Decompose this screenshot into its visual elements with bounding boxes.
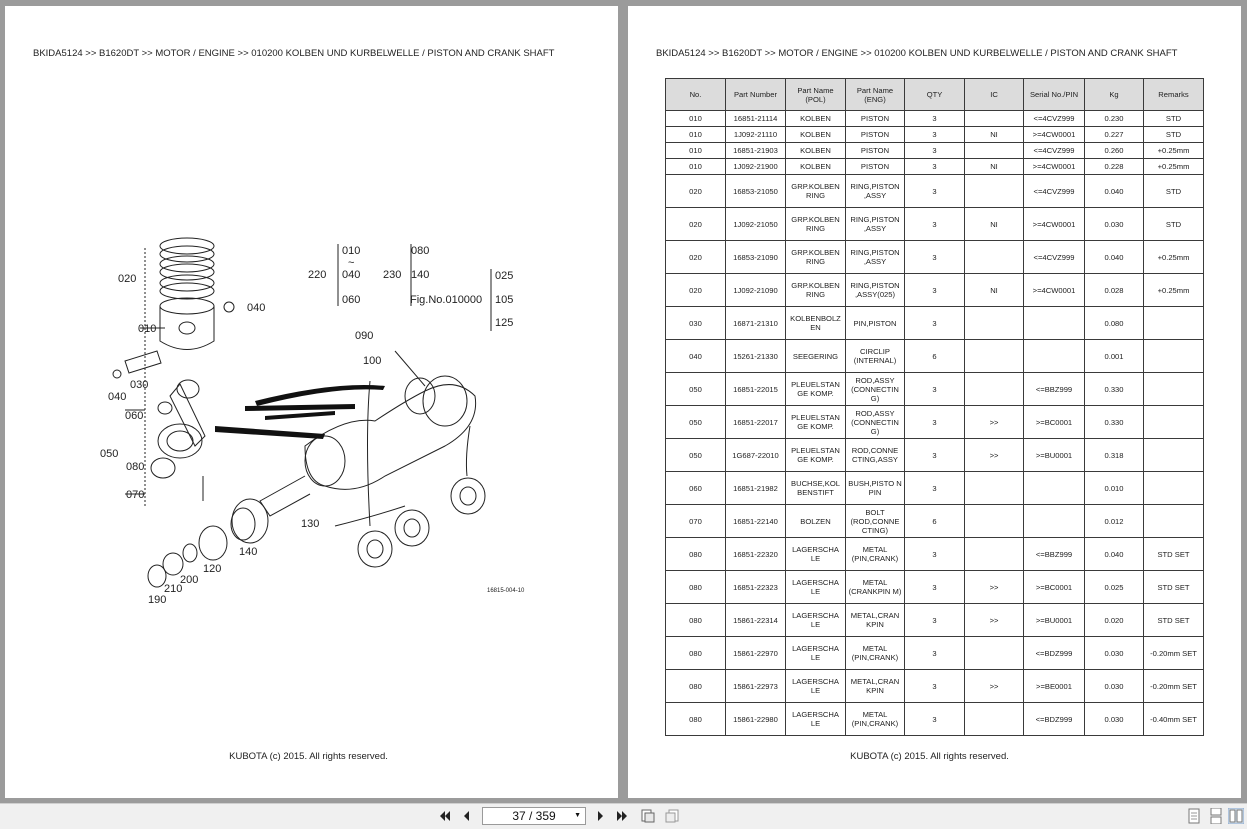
- page-number-select[interactable]: [482, 807, 586, 825]
- cell-remarks: +0.25mm: [1144, 159, 1204, 175]
- svg-text:Fig.No.010000: Fig.No.010000: [410, 294, 483, 306]
- parts-table: [665, 78, 1204, 736]
- cell-ic: [965, 307, 1024, 340]
- cell-kg: 0.012: [1085, 505, 1144, 538]
- cell-qty: 3: [905, 241, 965, 274]
- cell-pol: GRP.KOLBEN RING: [786, 208, 846, 241]
- cell-no: 020: [666, 274, 726, 307]
- cell-no: 050: [666, 373, 726, 406]
- cell-eng: RING,PISTON ,ASSY: [846, 175, 905, 208]
- svg-text:040: 040: [108, 391, 127, 403]
- table-row: [666, 538, 1204, 571]
- cell-pol: BUCHSE,KOL BENSTIFT: [786, 472, 846, 505]
- cell-kg: 0.030: [1085, 208, 1144, 241]
- cell-ic: [965, 472, 1024, 505]
- cell-pol: BOLZEN: [786, 505, 846, 538]
- cell-pol: LAGERSCHA LE: [786, 538, 846, 571]
- table-row: [666, 406, 1204, 439]
- column-header: Part Name (ENG): [846, 79, 905, 111]
- cell-serial: [1024, 505, 1085, 538]
- table-row: [666, 604, 1204, 637]
- cell-part: 15861-22314: [726, 604, 786, 637]
- cell-part: 16851-21903: [726, 143, 786, 159]
- cell-no: 020: [666, 175, 726, 208]
- cell-pol: LAGERSCHA LE: [786, 703, 846, 736]
- cell-pol: LAGERSCHA LE: [786, 571, 846, 604]
- cell-remarks: [1144, 439, 1204, 472]
- svg-text:030: 030: [130, 379, 149, 391]
- cell-remarks: -0.20mm SET: [1144, 670, 1204, 703]
- cell-no: 010: [666, 159, 726, 175]
- cell-qty: 3: [905, 604, 965, 637]
- cell-ic: [965, 703, 1024, 736]
- forward-view-icon[interactable]: [664, 808, 680, 824]
- cell-ic: [965, 175, 1024, 208]
- cell-eng: METAL (PIN,CRANK): [846, 637, 905, 670]
- table-row: [666, 274, 1204, 307]
- cell-ic: NI: [965, 127, 1024, 143]
- cell-serial: <=4CVZ999: [1024, 111, 1085, 127]
- cell-eng: ROD,ASSY (CONNECTIN G): [846, 406, 905, 439]
- cell-eng: METAL (PIN,CRANK): [846, 538, 905, 571]
- cell-no: 050: [666, 439, 726, 472]
- cell-qty: 3: [905, 373, 965, 406]
- cell-serial: <=4CVZ999: [1024, 175, 1085, 208]
- table-row: [666, 505, 1204, 538]
- cell-remarks: STD: [1144, 208, 1204, 241]
- cell-pol: LAGERSCHA LE: [786, 637, 846, 670]
- cell-remarks: [1144, 406, 1204, 439]
- cell-serial: <=BBZ999: [1024, 373, 1085, 406]
- cell-ic: NI: [965, 208, 1024, 241]
- cell-qty: 3: [905, 538, 965, 571]
- cell-qty: 3: [905, 703, 965, 736]
- cell-serial: >=4CW0001: [1024, 208, 1085, 241]
- cell-eng: METAL,CRAN KPIN: [846, 670, 905, 703]
- svg-text:090: 090: [355, 330, 374, 342]
- last-page-icon[interactable]: [614, 808, 630, 824]
- cell-qty: 3: [905, 439, 965, 472]
- cell-qty: 3: [905, 274, 965, 307]
- cell-serial: >=4CW0001: [1024, 274, 1085, 307]
- cell-ic: [965, 373, 1024, 406]
- cell-kg: 0.030: [1085, 670, 1144, 703]
- cell-pol: LAGERSCHA LE: [786, 604, 846, 637]
- cell-qty: 3: [905, 307, 965, 340]
- cell-part: 1J092-21900: [726, 159, 786, 175]
- cell-eng: RING,PISTON ,ASSY(025): [846, 274, 905, 307]
- cell-part: 16851-22140: [726, 505, 786, 538]
- cell-serial: >=4CW0001: [1024, 159, 1085, 175]
- page-footer: KUBOTA (c) 2015. All rights reserved.: [850, 751, 1009, 762]
- cell-ic: >>: [965, 571, 1024, 604]
- cell-kg: 0.227: [1085, 127, 1144, 143]
- cell-ic: NI: [965, 274, 1024, 307]
- cell-serial: [1024, 307, 1085, 340]
- cell-serial: >=BE0001: [1024, 670, 1085, 703]
- cell-pol: GRP.KOLBEN RING: [786, 241, 846, 274]
- left-page: [5, 6, 618, 798]
- cell-no: 080: [666, 637, 726, 670]
- cell-pol: GRP.KOLBEN RING: [786, 175, 846, 208]
- table-row: [666, 340, 1204, 373]
- cell-eng: PISTON: [846, 111, 905, 127]
- cell-ic: >>: [965, 670, 1024, 703]
- cell-serial: [1024, 340, 1085, 373]
- cell-remarks: STD SET: [1144, 538, 1204, 571]
- table-row: [666, 241, 1204, 274]
- callout-label: 010: [342, 245, 361, 257]
- cell-qty: 3: [905, 670, 965, 703]
- cell-remarks: STD SET: [1144, 604, 1204, 637]
- cell-serial: <=4CVZ999: [1024, 241, 1085, 274]
- cell-pol: PLEUELSTAN GE KOMP.: [786, 439, 846, 472]
- cell-no: 080: [666, 538, 726, 571]
- svg-text:020: 020: [118, 273, 137, 285]
- cell-ic: >>: [965, 439, 1024, 472]
- table-row: [666, 159, 1204, 175]
- cell-kg: 0.028: [1085, 274, 1144, 307]
- cell-kg: 0.260: [1085, 143, 1144, 159]
- table-row: [666, 472, 1204, 505]
- cell-serial: <=BDZ999: [1024, 703, 1085, 736]
- cell-ic: [965, 111, 1024, 127]
- cell-eng: RING,PISTON ,ASSY: [846, 241, 905, 274]
- cell-ic: >>: [965, 406, 1024, 439]
- back-view-icon[interactable]: [640, 808, 656, 824]
- cell-qty: 3: [905, 159, 965, 175]
- bearing-shell: [395, 510, 429, 546]
- cell-ic: [965, 538, 1024, 571]
- cell-pol: LAGERSCHA LE: [786, 670, 846, 703]
- cell-no: 010: [666, 143, 726, 159]
- svg-text:125: 125: [495, 317, 514, 329]
- cell-remarks: +0.25mm: [1144, 274, 1204, 307]
- cell-remarks: [1144, 307, 1204, 340]
- cell-no: 030: [666, 307, 726, 340]
- cell-pol: KOLBEN: [786, 143, 846, 159]
- cell-kg: 0.080: [1085, 307, 1144, 340]
- svg-text:210: 210: [164, 583, 183, 595]
- cell-ic: >>: [965, 604, 1024, 637]
- cell-remarks: -0.40mm SET: [1144, 703, 1204, 736]
- cell-kg: 0.330: [1085, 373, 1144, 406]
- cell-qty: 3: [905, 127, 965, 143]
- svg-text:~: ~: [348, 257, 355, 269]
- column-header: QTY: [905, 79, 965, 111]
- cell-remarks: [1144, 373, 1204, 406]
- svg-text:080: 080: [126, 461, 145, 473]
- cell-pol: PLEUELSTAN GE KOMP.: [786, 373, 846, 406]
- column-header: Kg: [1085, 79, 1144, 111]
- cell-no: 070: [666, 505, 726, 538]
- column-header: No.: [666, 79, 726, 111]
- cell-pol: GRP.KOLBEN RING: [786, 274, 846, 307]
- svg-text:100: 100: [363, 355, 382, 367]
- cell-no: 080: [666, 571, 726, 604]
- dropdown-caret-icon: ▼: [574, 812, 581, 819]
- first-page-icon[interactable]: [437, 808, 453, 824]
- table-row: [666, 127, 1204, 143]
- cell-qty: 3: [905, 143, 965, 159]
- table-row: [666, 373, 1204, 406]
- cell-ic: [965, 637, 1024, 670]
- cell-serial: >=BC0001: [1024, 571, 1085, 604]
- cell-eng: METAL (PIN,CRANK): [846, 703, 905, 736]
- cell-kg: 0.230: [1085, 111, 1144, 127]
- viewer-toolbar: [0, 803, 1247, 829]
- cell-eng: PIN,PISTON: [846, 307, 905, 340]
- cell-pol: SEEGERING: [786, 340, 846, 373]
- cell-part: 16851-22323: [726, 571, 786, 604]
- cell-remarks: STD: [1144, 127, 1204, 143]
- next-page-icon[interactable]: [592, 808, 608, 824]
- cell-remarks: STD SET: [1144, 571, 1204, 604]
- bearing-shell: [358, 531, 392, 567]
- table-row: [666, 670, 1204, 703]
- cell-kg: 0.001: [1085, 340, 1144, 373]
- cell-serial: <=BBZ999: [1024, 538, 1085, 571]
- page-header: BKIDA5124 >> B1620DT >> MOTOR / ENGINE >> 010200 KOLBEN UND KURBELWELLE / PISTON AND CRANK SHAFT: [656, 48, 1178, 59]
- cell-serial: >=BU0001: [1024, 439, 1085, 472]
- svg-text:080: 080: [411, 245, 430, 257]
- cell-serial: <=BDZ999: [1024, 637, 1085, 670]
- cell-remarks: STD: [1144, 111, 1204, 127]
- column-header: IC: [965, 79, 1024, 111]
- cell-pol: PLEUELSTAN GE KOMP.: [786, 406, 846, 439]
- cell-qty: 6: [905, 340, 965, 373]
- connecting-rod: [170, 384, 205, 446]
- svg-text:220: 220: [308, 269, 327, 281]
- cell-remarks: [1144, 505, 1204, 538]
- cell-part: 16853-21090: [726, 241, 786, 274]
- table-header-row: [666, 79, 1204, 111]
- table-row: [666, 703, 1204, 736]
- table-row: [666, 637, 1204, 670]
- cell-pol: KOLBEN: [786, 159, 846, 175]
- svg-text:200: 200: [180, 574, 199, 586]
- cell-ic: NI: [965, 159, 1024, 175]
- cell-serial: >=BC0001: [1024, 406, 1085, 439]
- right-page: [628, 6, 1241, 798]
- cell-qty: 3: [905, 472, 965, 505]
- cell-eng: BUSH,PISTO N PIN: [846, 472, 905, 505]
- cell-serial: >=4CW0001: [1024, 127, 1085, 143]
- table-row: [666, 307, 1204, 340]
- cell-no: 050: [666, 406, 726, 439]
- cell-ic: [965, 241, 1024, 274]
- cell-remarks: +0.25mm: [1144, 241, 1204, 274]
- svg-text:230: 230: [383, 269, 402, 281]
- cell-serial: >=BU0001: [1024, 604, 1085, 637]
- cell-eng: METAL,CRAN KPIN: [846, 604, 905, 637]
- cell-kg: 0.040: [1085, 241, 1144, 274]
- table-row: [666, 143, 1204, 159]
- cell-no: 010: [666, 127, 726, 143]
- svg-text:040: 040: [342, 269, 361, 281]
- prev-page-icon[interactable]: [459, 808, 475, 824]
- cell-qty: 3: [905, 406, 965, 439]
- cell-qty: 3: [905, 637, 965, 670]
- cell-remarks: +0.25mm: [1144, 143, 1204, 159]
- cell-no: 010: [666, 111, 726, 127]
- cell-part: 16851-22320: [726, 538, 786, 571]
- cell-part: 15261-21330: [726, 340, 786, 373]
- column-header: Part Name (POL): [786, 79, 846, 111]
- cell-ic: [965, 505, 1024, 538]
- cell-kg: 0.040: [1085, 175, 1144, 208]
- table-row: [666, 439, 1204, 472]
- cell-eng: METAL (CRANKPIN M): [846, 571, 905, 604]
- cell-part: 16853-21050: [726, 175, 786, 208]
- svg-text:140: 140: [239, 546, 258, 558]
- svg-text:050: 050: [100, 448, 119, 460]
- cell-eng: BOLT (ROD,CONNE CTING): [846, 505, 905, 538]
- cell-ic: [965, 340, 1024, 373]
- cell-no: 080: [666, 604, 726, 637]
- table-row: [666, 111, 1204, 127]
- piston: [160, 306, 214, 350]
- cell-no: 020: [666, 208, 726, 241]
- svg-text:130: 130: [301, 518, 320, 530]
- table-row: [666, 571, 1204, 604]
- svg-text:040: 040: [247, 302, 266, 314]
- cell-part: 16851-22015: [726, 373, 786, 406]
- cell-kg: 0.040: [1085, 538, 1144, 571]
- column-header: Remarks: [1144, 79, 1204, 111]
- cell-eng: PISTON: [846, 127, 905, 143]
- cell-kg: 0.020: [1085, 604, 1144, 637]
- cell-no: 020: [666, 241, 726, 274]
- cell-part: 1G687-22010: [726, 439, 786, 472]
- svg-text:070: 070: [126, 489, 145, 501]
- figure-code: 16815-004-10: [487, 588, 525, 594]
- cell-part: 16851-21982: [726, 472, 786, 505]
- cell-qty: 6: [905, 505, 965, 538]
- two-page-icon[interactable]: [1228, 808, 1244, 824]
- cell-no: 060: [666, 472, 726, 505]
- cell-pol: KOLBENBOLZ EN: [786, 307, 846, 340]
- cell-no: 080: [666, 670, 726, 703]
- cell-eng: PISTON: [846, 143, 905, 159]
- cell-remarks: STD: [1144, 175, 1204, 208]
- continuous-page-icon[interactable]: [1208, 808, 1224, 824]
- svg-text:060: 060: [125, 410, 144, 422]
- cell-part: 16871-21310: [726, 307, 786, 340]
- cell-part: 15861-22973: [726, 670, 786, 703]
- cell-kg: 0.330: [1085, 406, 1144, 439]
- cell-no: 080: [666, 703, 726, 736]
- cell-kg: 0.030: [1085, 703, 1144, 736]
- cell-eng: ROD,CONNE CTING,ASSY: [846, 439, 905, 472]
- svg-text:140: 140: [411, 269, 430, 281]
- cell-part: 16851-22017: [726, 406, 786, 439]
- cell-kg: 0.228: [1085, 159, 1144, 175]
- cell-part: 1J092-21110: [726, 127, 786, 143]
- page-header: BKIDA5124 >> B1620DT >> MOTOR / ENGINE >> 010200 KOLBEN UND KURBELWELLE / PISTON AND CRANK SHAFT: [33, 48, 555, 59]
- table-row: [666, 175, 1204, 208]
- cell-part: 1J092-21050: [726, 208, 786, 241]
- cell-pol: KOLBEN: [786, 111, 846, 127]
- single-page-icon[interactable]: [1186, 808, 1202, 824]
- cell-eng: CIRCLIP (INTERNAL): [846, 340, 905, 373]
- cell-no: 040: [666, 340, 726, 373]
- cell-eng: ROD,ASSY (CONNECTIN G): [846, 373, 905, 406]
- cell-qty: 3: [905, 571, 965, 604]
- cell-eng: PISTON: [846, 159, 905, 175]
- cell-serial: [1024, 472, 1085, 505]
- cell-qty: 3: [905, 175, 965, 208]
- svg-text:010: 010: [138, 323, 157, 335]
- svg-text:025: 025: [495, 270, 514, 282]
- cell-remarks: -0.20mm SET: [1144, 637, 1204, 670]
- cell-ic: [965, 143, 1024, 159]
- cell-kg: 0.025: [1085, 571, 1144, 604]
- cell-part: 15861-22980: [726, 703, 786, 736]
- cell-pol: KOLBEN: [786, 127, 846, 143]
- cell-part: 1J092-21090: [726, 274, 786, 307]
- cell-remarks: [1144, 472, 1204, 505]
- cell-kg: 0.010: [1085, 472, 1144, 505]
- svg-text:060: 060: [342, 294, 361, 306]
- page-footer: KUBOTA (c) 2015. All rights reserved.: [229, 751, 388, 762]
- svg-text:190: 190: [148, 594, 167, 606]
- piston-pin: [125, 351, 161, 373]
- cell-kg: 0.030: [1085, 637, 1144, 670]
- cell-part: 15861-22970: [726, 637, 786, 670]
- column-header: Serial No./PIN: [1024, 79, 1085, 111]
- page-indicator: 37 / 359: [512, 809, 556, 823]
- svg-text:120: 120: [203, 563, 222, 575]
- cell-serial: <=4CVZ999: [1024, 143, 1085, 159]
- cell-kg: 0.318: [1085, 439, 1144, 472]
- column-header: Part Number: [726, 79, 786, 111]
- table-row: [666, 208, 1204, 241]
- svg-text:105: 105: [495, 294, 514, 306]
- cell-remarks: [1144, 340, 1204, 373]
- cell-part: 16851-21114: [726, 111, 786, 127]
- cell-qty: 3: [905, 111, 965, 127]
- cell-eng: RING,PISTON ,ASSY: [846, 208, 905, 241]
- exploded-parts-diagram: [5, 6, 618, 706]
- cell-qty: 3: [905, 208, 965, 241]
- bearing-shell: [451, 478, 485, 514]
